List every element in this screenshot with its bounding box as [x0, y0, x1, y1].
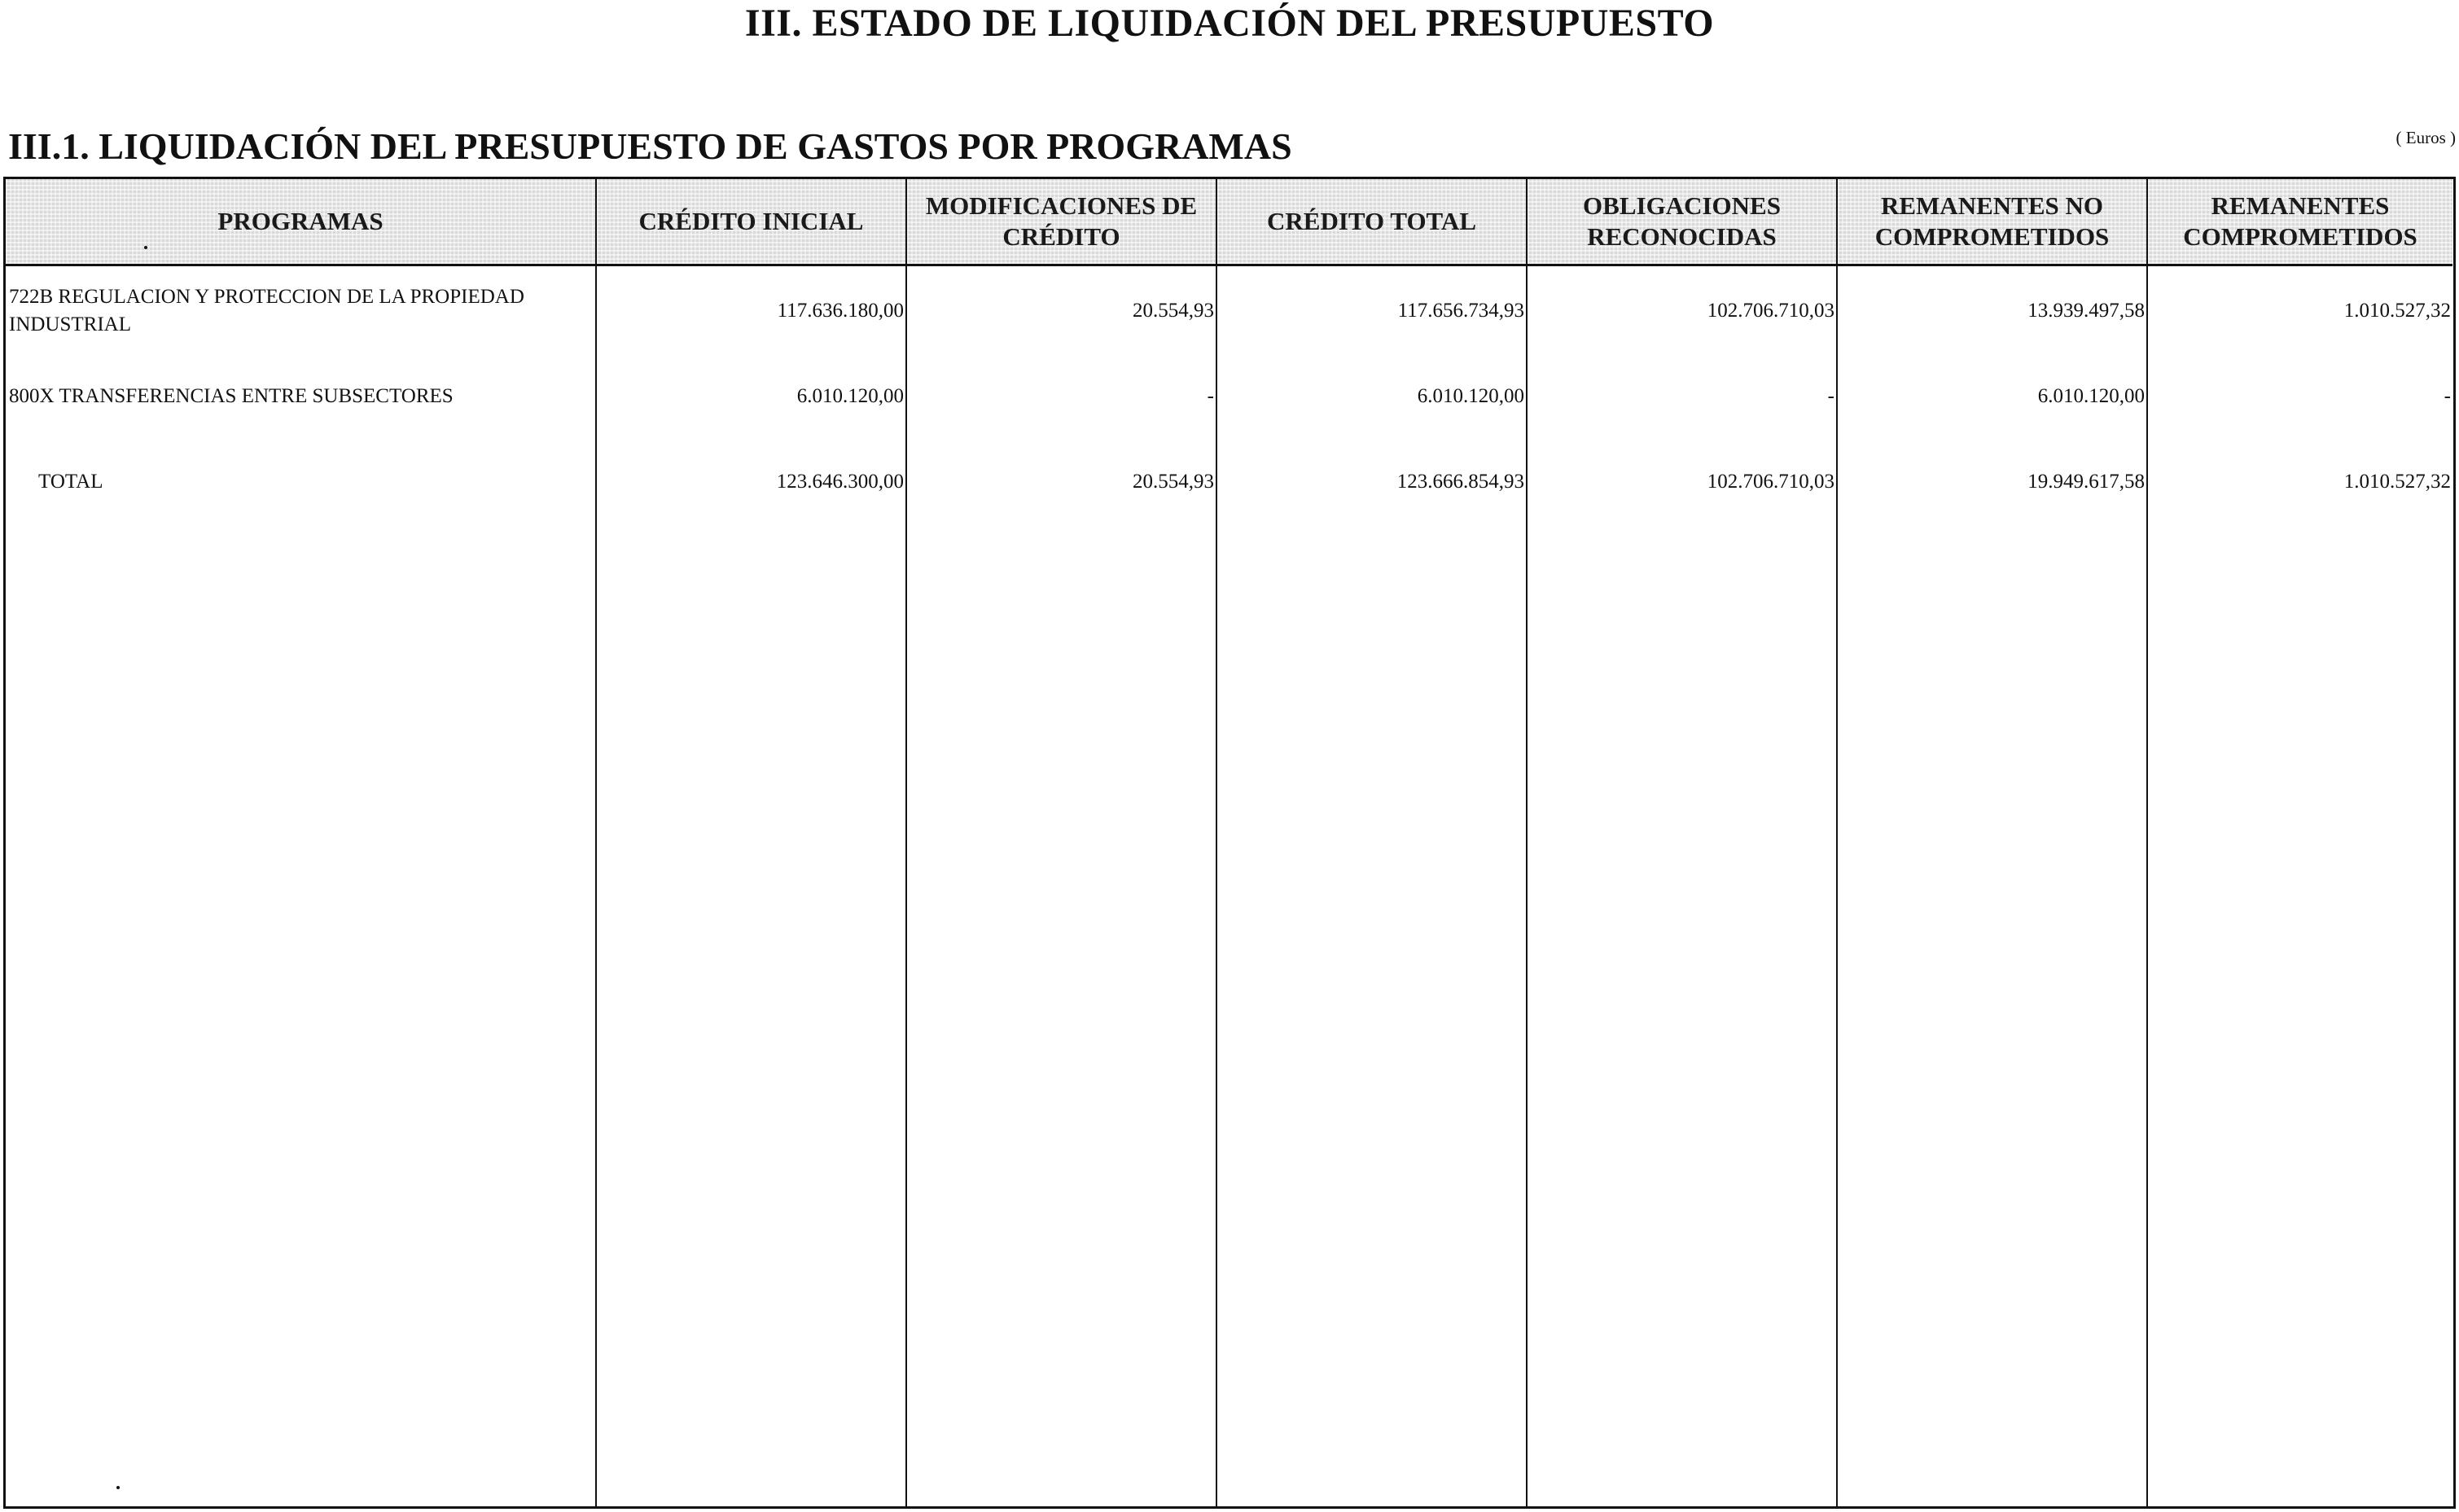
- column-credito-total: [1217, 179, 1528, 1506]
- table-cell-obligaciones: 102.706.710,03: [1707, 300, 1834, 322]
- table-cell-remanentes-no-comprometidos: 6.010.120,00: [2037, 385, 2145, 407]
- column-header-programas: PROGRAMAS: [6, 179, 595, 266]
- table-cell-credito-total: 123.666.854,93: [1396, 471, 1524, 493]
- table-cell-programa: 800X TRANSFERENCIAS ENTRE SUBSECTORES: [9, 385, 454, 407]
- table-cell-obligaciones: 102.706.710,03: [1707, 471, 1834, 493]
- column-header-remanentes-comprometidos: REMANENTES COMPROMETIDOS: [2148, 179, 2452, 266]
- table-cell-remanentes-comprometidos: 1.010.527,32: [2343, 300, 2451, 322]
- table-cell-credito-inicial: 6.010.120,00: [796, 385, 904, 407]
- column-header-credito-total: CRÉDITO TOTAL: [1217, 179, 1526, 266]
- table-cell-obligaciones: -: [1827, 385, 1834, 407]
- table-cell-credito-inicial: 123.646.300,00: [776, 471, 904, 493]
- units-note: ( Euros ): [2395, 128, 2456, 147]
- table-cell-remanentes-no-comprometidos: 19.949.617,58: [2027, 471, 2145, 493]
- column-modificaciones: [907, 179, 1217, 1506]
- table-cell-remanentes-comprometidos: -: [2444, 385, 2451, 407]
- table-cell-modificaciones: -: [1207, 385, 1214, 407]
- column-header-credito-inicial: CRÉDITO INICIAL: [597, 179, 905, 266]
- scan-speck: [144, 246, 147, 249]
- column-remanentes-comprometidos: [2148, 179, 2452, 1506]
- table-cell-credito-total: 117.656.734,93: [1397, 300, 1524, 322]
- column-obligaciones: [1528, 179, 1838, 1506]
- table-cell-modificaciones: 20.554,93: [1133, 471, 1214, 493]
- column-header-remanentes-no-comprometidos: REMANENTES NO COMPROMETIDOS: [1838, 179, 2146, 266]
- table-cell-modificaciones: 20.554,93: [1133, 300, 1214, 322]
- table-cell-remanentes-comprometidos: 1.010.527,32: [2343, 471, 2451, 493]
- column-header-obligaciones: OBLIGACIONES RECONOCIDAS: [1528, 179, 1836, 266]
- column-remanentes-no-comprometidos: [1838, 179, 2148, 1506]
- table-cell-programa: 722B REGULACION Y PROTECCION DE LA PROPIEDAD INDUSTRIAL: [9, 286, 524, 335]
- column-header-modificaciones: MODIFICACIONES DE CRÉDITO: [907, 179, 1216, 266]
- table-cell-credito-inicial: 117.636.180,00: [777, 300, 904, 322]
- scan-speck: [116, 1486, 120, 1489]
- table-cell-remanentes-no-comprometidos: 13.939.497,58: [2027, 300, 2145, 322]
- budget-table: [3, 177, 2456, 1509]
- table-cell-total-label: TOTAL: [38, 471, 103, 493]
- column-programas: [6, 179, 597, 1506]
- column-credito-inicial: [597, 179, 907, 1506]
- section-title: III.1. LIQUIDACIÓN DEL PRESUPUESTO DE GASTOS POR PROGRAMAS: [8, 125, 1292, 167]
- table-cell-credito-total: 6.010.120,00: [1417, 385, 1524, 407]
- page-title: III. ESTADO DE LIQUIDACIÓN DEL PRESUPUESTO: [744, 2, 1715, 45]
